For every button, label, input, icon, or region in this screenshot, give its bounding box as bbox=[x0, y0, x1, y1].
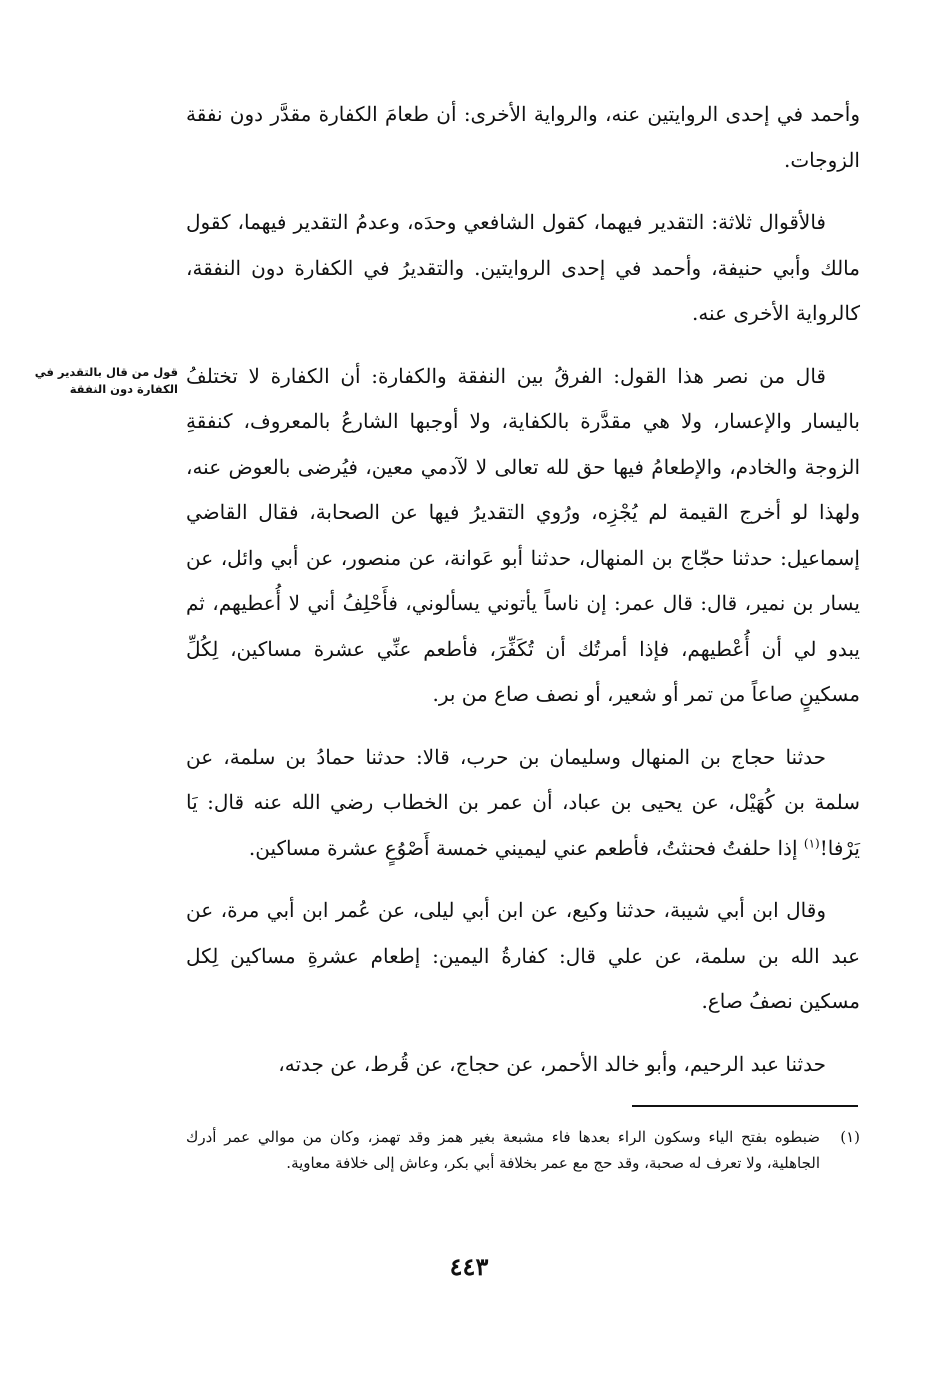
paragraph-4-text-b: إذا حلفتُ فحنثتُ، فأطعم عني ليميني خمسة أَصْوُعٍ عشرة مساكين. bbox=[248, 835, 804, 860]
paragraph-5: وقال ابن أبي شيبة، حدثنا وكيع، عن ابن أبي ليلى، عن عُمر ابن أبي مرة، عن عبد الله بن سلمة، عن علي قال: كفارةُ اليمين: إطعام عشرةِ مساكين لِكل مسكين نصفُ صاع. bbox=[186, 898, 860, 1013]
paragraph-6: حدثنا عبد الرحيم، وأبو خالد الأحمر، عن حجاج، عن قُرط، عن جدته، bbox=[278, 1051, 826, 1076]
main-text-block bbox=[186, 92, 860, 1104]
footnote-divider bbox=[632, 1105, 858, 1107]
footnote bbox=[186, 1124, 860, 1176]
margin-note: قول من قال بالتقدير في الكفارة دون النفقة bbox=[34, 365, 178, 396]
paragraph-2: فالأقوال ثلاثة: التقدير فيهما، كقول الشافعي وحدَه، وعدمُ التقدير فيهما، كقول مالك وأبي حنيفة، وأحمد في إحدى الروايتين. والتقديرُ في الكفارة دون النفقة، كالرواية الأخرى عنه. bbox=[186, 210, 860, 325]
footnote-reference-marker: (١) bbox=[803, 835, 820, 850]
paragraph-1: وأحمد في إحدى الروايتين عنه، والرواية الأخرى: أن طعامَ الكفارة مقدَّر دون نفقة الزوجات. bbox=[186, 102, 860, 172]
page-number: ٤٤٣ bbox=[449, 1252, 489, 1281]
footnote-text: ضبطوه بفتح الياء وسكون الراء بعدها فاء مشبعة بغير همز وقد تهمز، وكان من موالي عمر أدرك الجاهلية، ولا تعرف له صحبة، وقد حج مع عمر بخلافة أبي بكر، وعاش إلى خلافة معاوية. bbox=[186, 1128, 820, 1172]
paragraph-4 bbox=[186, 735, 860, 872]
paragraph-4-text-a: حدثنا حجاج بن المنهال وسليمان بن حرب، قالا: حدثنا حمادُ بن سلمة، عن سلمة بن كُهَيْل، عن يحيى بن عباد، أن عمر بن الخطاب رضي الله عنه قال: يَا يَرْفا! bbox=[186, 744, 860, 860]
footnote-marker: (١) bbox=[840, 1128, 860, 1146]
paragraph-3: قال من نصر هذا القول: الفرقُ بين النفقة والكفارة: أن الكفارة لا تختلفُ باليسار والإعسار، ولا هي مقدَّرة بالكفاية، ولا أوجبها الشارعُ بالمعروف، كنفقةِ الزوجة والخادم، والإطعامُ فيها حق لله تعالى لا لآدمي معين، فيُرضى بالعوض عنه، ولهذا لو أخرج القيمة لم يُجْزِه، ورُوي التقديرُ فيها عن الصحابة، فقال القاضي إسماعيل: حدثنا حجّاج بن المنهال، حدثنا أبو عَوانة، عن منصور، عن أبي وائل، عن يسار بن نمير، قال: قال عمر: إن ناساً يأتوني يسألوني، فأَحْلِفُ أني لا أُعطيهم، ثم يبدو لي أن أُعْطيهم، فإذا أمرتُك أن تُكَفِّرَ، فأطعم عنِّي عشرة مساكين، لِكُلِّ مسكينٍ صاعاً من تمر أو شعير، أو نصف صاع من بر. bbox=[186, 363, 860, 706]
